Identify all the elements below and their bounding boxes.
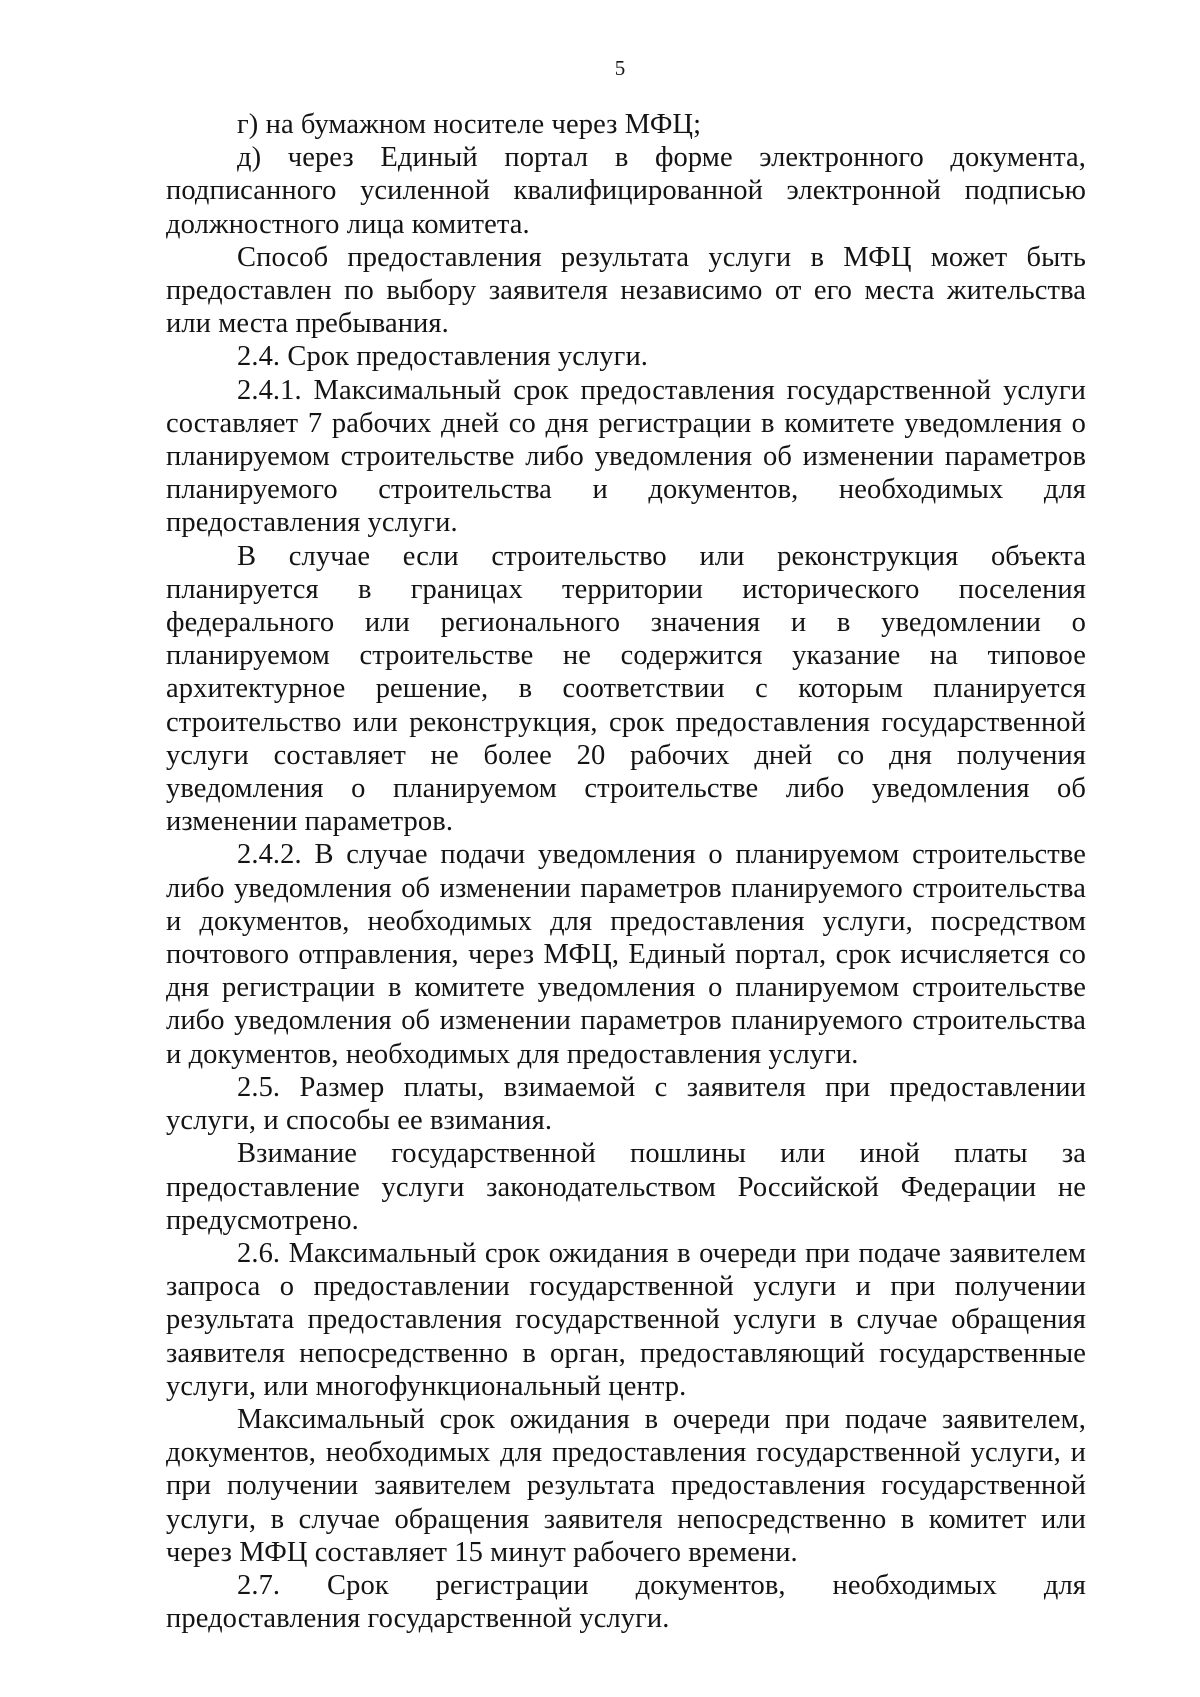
section-heading-2-6: 2.6. Максимальный срок ожидания в очереди при подаче заявителем запроса о предоставлении государственной услуги и при получении результата предоставления государственной услуги в случае обращения заявителя непосредственно в орган, предоставляющий государственные услуги, или многофункциональный центр. xyxy=(166,1237,1086,1402)
paragraph-queue-time: Максимальный срок ожидания в очереди при подаче заявителем, документов, необходимых для предоставления государственной услуги, и при получении заявителем результата предоставления государственной услуги, в случае обращения заявителя непосредственно в комитет или через МФЦ составляет 15 минут рабочего времени. xyxy=(166,1403,1086,1568)
paragraph-result-method: Способ предоставления результата услуги в МФЦ может быть предоставлен по выбору заявителя независимо от его места жительства или места пребывания. xyxy=(166,241,1086,340)
section-heading-2-4: 2.4. Срок предоставления услуги. xyxy=(237,341,649,373)
paragraph-item-d: д) через Единый портал в форме электронного документа, подписанного усиленной квалифицированной электронной подписью должностного лица комитета. xyxy=(166,142,1086,240)
paragraph-historic-settlement: В случае если строительство или реконструкция объекта планируется в границах территории исторического поселения федерального или регионального значения и в уведомлении о планируемом строительстве не содержится указание на типовое архитектурное решение, в соответствии с которым планируется строительство или реконструкция, срок предоставления государственной услуги составляет не более 20 рабочих дней со дня получения уведомления о планируемом строительстве либо уведомления об изменении параметров. xyxy=(166,540,1086,838)
page-number: 5 xyxy=(614,56,626,80)
section-heading-2-5: 2.5. Размер платы, взимаемой с заявителя при предоставлении услуги, и способы ее взимания. xyxy=(166,1071,1086,1137)
paragraph-2-4-1: 2.4.1. Максимальный срок предоставления государственной услуги составляет 7 рабочих дней со дня регистрации в комитете уведомления о планируемом строительстве либо уведомления об изменении параметров планируемого строительства и документов, необходимых для предоставления услуги. xyxy=(166,374,1086,539)
document-body xyxy=(166,108,1086,1635)
paragraph-item-g: г) на бумажном носителе через МФЦ; xyxy=(237,109,702,140)
section-heading-2-7: 2.7. Срок регистрации документов, необходимых для предоставления государственной услуги. xyxy=(166,1569,1086,1635)
paragraph-fee: Взимание государственной пошлины или иной платы за предоставление услуги законодательством Российской Федерации не предусмотрено. xyxy=(166,1138,1086,1236)
paragraph-2-4-2: 2.4.2. В случае подачи уведомления о планируемом строительстве либо уведомления об изменении параметров планируемого строительства и документов, необходимых для предоставления услуги, посредством почтового отправления, через МФЦ, Единый портал, срок исчисляется со дня регистрации в комитете уведомления о планируемом строительстве либо уведомления об изменении параметров планируемого строительства и документов, необходимых для предоставления услуги. xyxy=(166,839,1086,1070)
